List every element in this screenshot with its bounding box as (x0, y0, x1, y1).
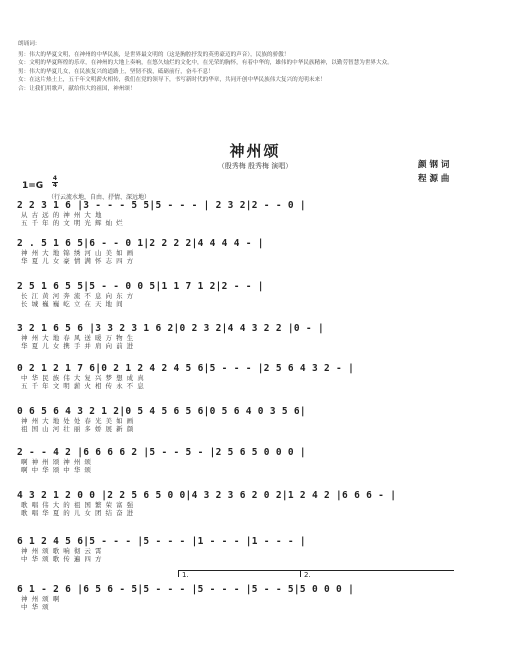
music-system (17, 200, 495, 227)
lyric-line: 歌 唱 华 夏 的 儿 女 团 结 奋 进 (21, 509, 135, 517)
notation-line: 2 2 3 1 6 |3 - - - 5 5|5 - - - | 2 3 2|2 - - 0 | (17, 200, 306, 211)
music-system (17, 323, 495, 350)
recitation-intro (18, 40, 496, 94)
lyric-line: 五 千 年 文 明 薪 火 相 传 永 不 息 (21, 382, 145, 390)
song-title: 神州颂 (229, 142, 281, 160)
intro-line: 男：伟大的华夏儿女，在民族复兴的道路上，坚韧不拔，砥砺前行，奋斗不息！ (18, 68, 214, 75)
notation-line: 0 6 5 6 4 3 2 1 2|0 5 4 5 6 5 6|0 5 6 4 0 3 5 6| (17, 406, 306, 417)
lyric-line: 神 州 大 地 锦 绣 河 山 美 如 画 (21, 249, 135, 257)
lyric-line: 五 千 年 的 文 明 光 辉 灿 烂 (21, 219, 124, 227)
notation-line: 2 . 5 1 6 5|6 - - 0 1|2 2 2 2|4 4 4 4 - | (17, 238, 264, 249)
music-system (17, 281, 495, 308)
music-system (17, 536, 495, 563)
notation-line: 3 2 1 6 5 6 |3 3 2 3 1 6 2|0 2 3 2|4 4 3 2 2 |0 - | (17, 323, 324, 334)
lyric-line: 中 华 民 族 伟 大 复 兴 梦 想 成 真 (21, 374, 145, 382)
lyric-line: 神 州 颂 歌 响 彻 云 霄 (21, 547, 103, 555)
lyric-line: 华 夏 儿 女 携 手 并 肩 向 前 进 (21, 342, 135, 350)
lyric-line: 长 城 巍 巍 屹 立 在 天 地 间 (21, 300, 124, 308)
first-ending-bracket: 1. (178, 570, 302, 577)
lyric-line: 神 州 大 地 春 风 送 暖 万 物 生 (21, 334, 135, 342)
music-system (17, 406, 495, 433)
music-system (17, 363, 495, 390)
lyric-line: 中 华 颂 (21, 603, 50, 611)
lyric-line: 神 州 颂 啊 (21, 595, 61, 603)
lyric-line: 从 古 远 的 神 州 大 地 (21, 211, 103, 219)
meter-bottom: 4 (52, 182, 58, 189)
notation-line: 4 3 2 1 2 0 0 |2 2 5 6 5 0 0|4 3 2 3 6 2 0 2|1 2 4 2 |6 6 6 - | (17, 490, 397, 501)
lyric-line: 歌 唱 伟 大 的 祖 国 繁 荣 富 强 (21, 501, 135, 509)
lyric-line: 祖 国 山 河 壮 丽 多 娇 展 新 颜 (21, 425, 135, 433)
notation-line: 2 - - 4 2 |6 6 6 6 2 |5 - - 5 - |2 5 6 5 0 0 0 | (17, 447, 306, 458)
music-system (17, 447, 495, 474)
lyric-line: 神 州 大 地 处 处 春 光 美 如 画 (21, 417, 135, 425)
lyric-line: 长 江 黄 河 奔 流 不 息 向 东 方 (21, 292, 135, 300)
intro-label: 朗诵词： (18, 41, 41, 47)
time-signature (52, 176, 58, 189)
second-ending-bracket: 2. (300, 570, 454, 577)
intro-line: 女：文明的华夏辉煌的乐章，在神州的大地上奏响，在悠久灿烂的文化中，在光荣的胸怀，有着中华的，雄伟的中华民族精神，以勤劳智慧为世界大众。 (18, 60, 393, 67)
tempo-marking: （行云流水地，自由、抒情、深远地） (48, 194, 151, 201)
lyric-line: 啊 神 州 颂 神 州 颂 (21, 458, 92, 466)
intro-line: 合：让我们用歌声，献给伟大的祖国，神州颂！ (18, 85, 136, 92)
intro-line: 女：在这片热土上，五千年文明薪火相传，我们在党的领导下，书写新时代的华章，共同开创中华民族伟大复兴的光明未来！ (18, 77, 326, 84)
meter-top: 4 (52, 175, 58, 182)
music-system (17, 238, 495, 265)
intro-line: 男：伟大的华夏文明，在神州的中华民族，是世界最文明的（这是胸腔抒发的英勇豪迈的声音），民族的骄傲！ (18, 51, 290, 58)
composer-credit: 程 源 曲 (418, 174, 450, 184)
lyric-line: 啊 中 华 颂 中 华 颂 (21, 466, 92, 474)
key-signature: 1=G (22, 181, 44, 191)
lyricist-credit: 颜 钢 词 (418, 160, 450, 170)
notation-line: 6 1 - 2 6 |6 5 6 - 5|5 - - - |5 - - - |5 - - 5|5 0 0 0 | (17, 584, 355, 595)
singers-line: （殷秀梅 殷秀梅 演唱） (217, 162, 293, 170)
lyric-line: 中 华 颂 歌 传 遍 四 方 (21, 555, 103, 563)
notation-line: 6 1 2 4 5 6|5 - - - |5 - - - |1 - - - |1 - - - | (17, 536, 306, 547)
music-system (17, 490, 495, 517)
notation-line: 0 2 1 2 1 7 6|0 2 1 2 4 2 4 5 6|5 - - - |2 5 6 4 3 2 - | (17, 363, 355, 374)
lyric-line: 华 夏 儿 女 豪 情 满 怀 志 四 方 (21, 257, 135, 265)
music-system (17, 584, 495, 611)
notation-line: 2 5 1 6 5 5|5 - - 0 0 5|1 1 7 1 2|2 - - | (17, 281, 264, 292)
credits (418, 158, 449, 186)
